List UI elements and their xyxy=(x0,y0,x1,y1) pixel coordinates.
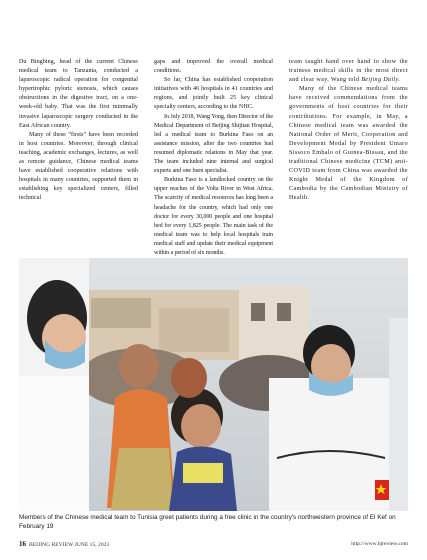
page-folio xyxy=(19,540,109,548)
paragraph: Many of these “firsts” have been recorded in host countries. Moreover, through clinical teaching, academic exchanges, lectures, as well as remote guidance, Chinese medical teams have established cooperative relations with hospitals in many countries, supported them in establishing key specialized centers, filled technical xyxy=(19,131,138,202)
paragraph: gaps and improved the overall medical conditions. xyxy=(154,59,273,75)
page-number: 16 xyxy=(19,540,26,548)
photo-illustration xyxy=(19,258,408,511)
paragraph: So far, China has established cooperation initiatives with 46 hospitals in 41 countries and regions, and jointly built 25 key clinical specialty centers, according to the NHC. xyxy=(154,77,273,111)
issue-label: BEIJING REVIEW JUNE 15, 2023 xyxy=(29,542,110,548)
article-body xyxy=(19,58,408,256)
news-photo xyxy=(19,258,408,511)
article-column-3 xyxy=(289,58,408,256)
article-column-1 xyxy=(19,58,138,256)
paragraph: In July 2018, Wang Yong, then Director of the Medical Department of Beijing Shijitan Hospital, led a medical team to Burkina Faso on an assistance mission, after the two countries had resumed diplomatic relations in May that year. The team included nine internal and surgical experts and one burn specialist. xyxy=(154,113,273,175)
publication-name: Beijing Daily xyxy=(361,77,399,84)
paragraph-text: team taught hand over hand to show the trainees medical skills in the most direct and clear way, Wang told xyxy=(289,59,408,84)
punctuation: . xyxy=(398,77,401,84)
photo-caption: Members of the Chinese medical team to Tunisia greet patients during a free clinic in the country's northwestern province of El Kef on February 19 xyxy=(19,514,396,530)
paragraph: Many of the Chinese medical teams have received commendations from the governments of host countries for their contributions. For example, in May, a Chinese medical team was awarded the National Order of Merit, Cooperation and Development Medal by President Umaro Sissoco Embalo of Guinea-Bissau, and the traditional Chinese medicine (TCM) anti-COVID team from China was awarded the Knight Medal of the Kingdom of Cambodia by the Cambodian Ministry of Health. xyxy=(289,86,408,202)
article-column-2 xyxy=(154,58,273,256)
paragraph: Burkina Faso is a landlocked country on the upper reaches of the Volta River in West Africa. The scarcity of medical resources has long been a headache for the country, which had only one doctor for every 30,000 people and one hospital bed for every 1,825 people. The main task of the medical team was to help local hospitals train medical staff and update their medical equipment within a period of six months. xyxy=(154,177,273,256)
paragraph xyxy=(289,58,408,85)
paragraph: Du Bingbing, head of the current Chinese medical team to Tanzania, conducted a laparoscopic radical operation for congenital hypertrophic pyloric stenosis, which causes obstructions in the digestive tract, on a one-week-old baby. That was the first minimally invasive laparoscopic surgery conducted in the East African country. xyxy=(19,59,138,129)
site-url: http://www.bjreview.com xyxy=(351,541,408,547)
